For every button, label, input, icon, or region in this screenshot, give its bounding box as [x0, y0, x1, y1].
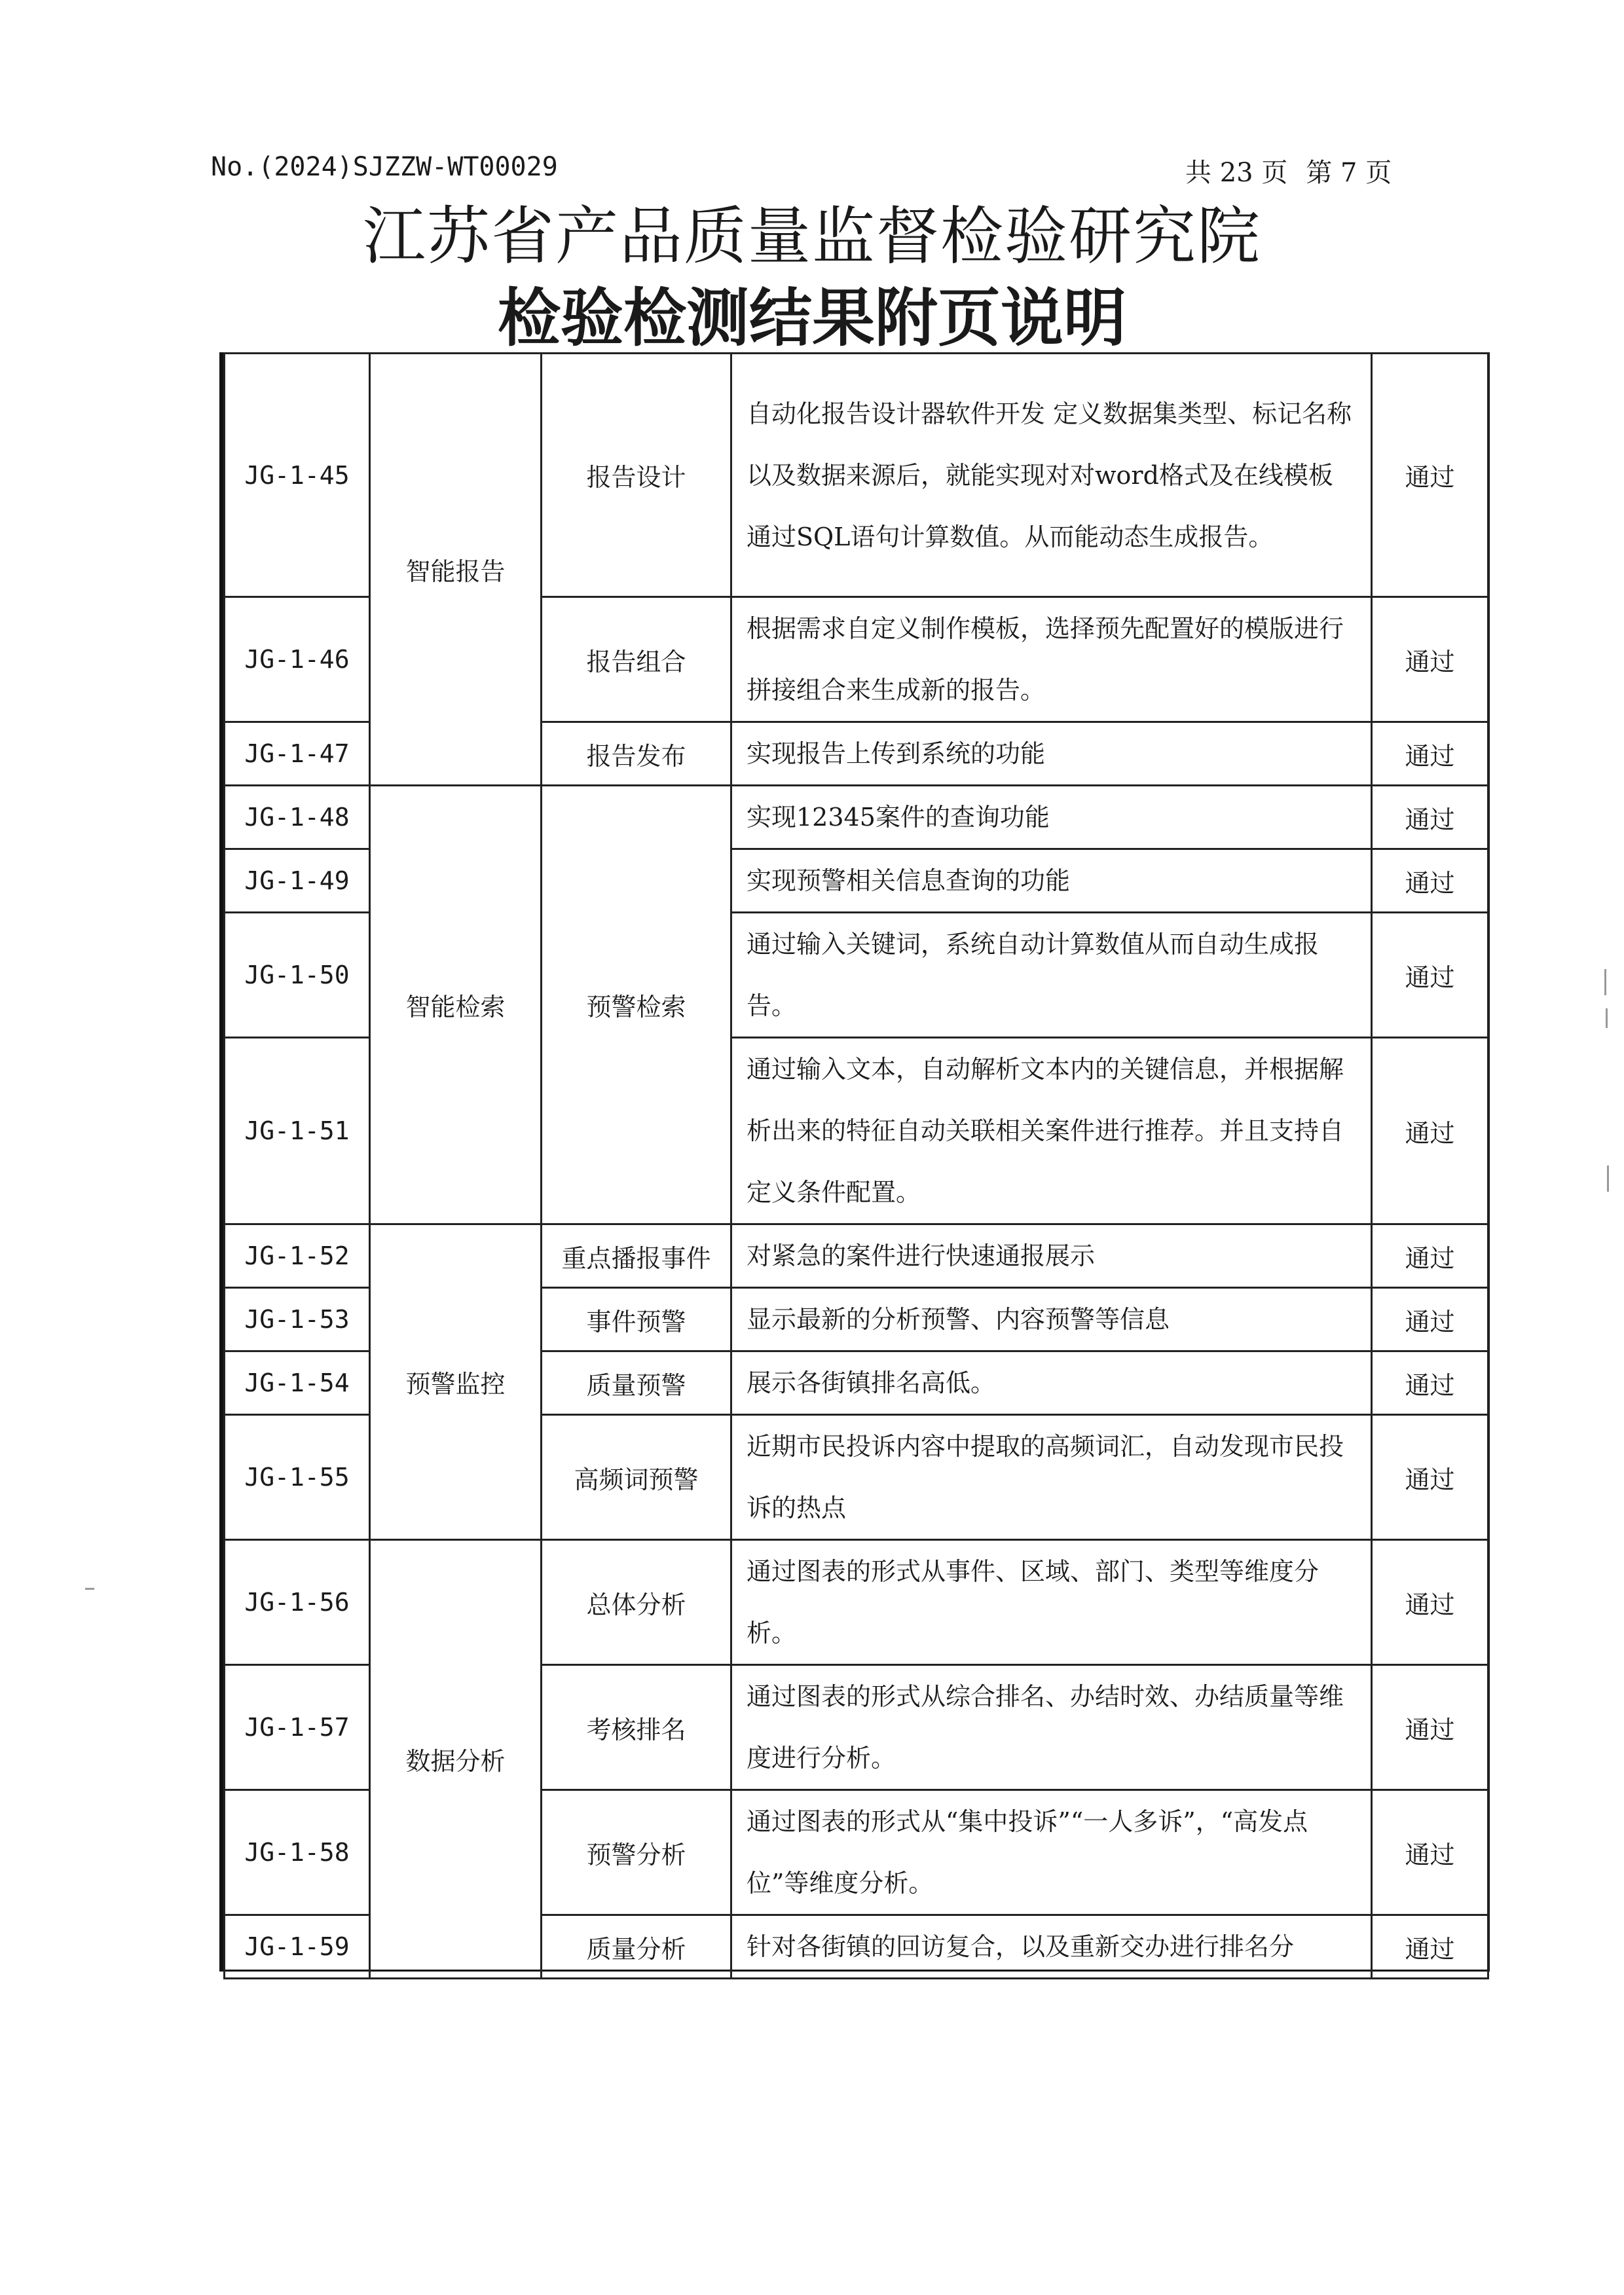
results-table [223, 352, 1489, 1979]
result-cell: 通过 [1372, 722, 1488, 786]
result-cell: 通过 [1372, 1415, 1488, 1540]
test-id-cell: JG-1-46 [225, 597, 370, 722]
function-cell: 报告组合 [542, 597, 731, 722]
table-row [225, 354, 1488, 597]
test-id-cell: JG-1-53 [225, 1288, 370, 1351]
test-id-cell: JG-1-52 [225, 1224, 370, 1288]
institute-title: 江苏省产品质量监督检验研究院 [363, 200, 1261, 273]
table-row [225, 1224, 1488, 1288]
description-cell: 近期市民投诉内容中提取的高频词汇，自动发现市民投诉的热点 [731, 1415, 1372, 1540]
description-cell: 通过输入文本，自动解析文本内的关键信息，并根据解析出来的特征自动关联相关案件进行推荐。并且支持自定义条件配置。 [731, 1038, 1372, 1224]
test-id-cell: JG-1-59 [225, 1915, 370, 1979]
result-cell: 通过 [1372, 1790, 1488, 1915]
description-cell: 实现12345案件的查询功能 [731, 786, 1372, 849]
function-cell: 质量分析 [542, 1915, 731, 1979]
test-id-cell: JG-1-48 [225, 786, 370, 849]
module-cell: 预警监控 [370, 1224, 542, 1540]
test-id-cell: JG-1-50 [225, 913, 370, 1038]
test-id-cell: JG-1-56 [225, 1540, 370, 1665]
function-cell: 报告发布 [542, 722, 731, 786]
description-cell: 显示最新的分析预警、内容预警等信息 [731, 1288, 1372, 1351]
description-cell: 自动化报告设计器软件开发 定义数据集类型、标记名称以及数据来源后，就能实现对对word格式及在线模板通过SQL语句计算数值。从而能动态生成报告。 [731, 354, 1372, 597]
function-cell: 考核排名 [542, 1665, 731, 1790]
function-cell: 报告设计 [542, 354, 731, 597]
description-cell: 通过图表的形式从“集中投诉”“一人多诉”，“高发点位”等维度分析。 [731, 1790, 1372, 1915]
description-cell: 实现预警相关信息查询的功能 [731, 849, 1372, 913]
description-cell: 通过图表的形式从事件、区域、部门、类型等维度分析。 [731, 1540, 1372, 1665]
page-total: 共 23 页 [1185, 158, 1288, 188]
result-cell: 通过 [1372, 1665, 1488, 1790]
document-subtitle: 检验检测结果附页说明 [498, 282, 1126, 355]
test-id-cell: JG-1-58 [225, 1790, 370, 1915]
function-cell: 高频词预警 [542, 1415, 731, 1540]
test-id-cell: JG-1-47 [225, 722, 370, 786]
result-cell: 通过 [1372, 1038, 1488, 1224]
result-cell: 通过 [1372, 1351, 1488, 1415]
function-cell: 质量预警 [542, 1351, 731, 1415]
result-cell: 通过 [1372, 786, 1488, 849]
function-cell: 重点播报事件 [542, 1224, 731, 1288]
module-cell: 智能检索 [370, 786, 542, 1224]
scan-artifact [1604, 969, 1606, 995]
description-cell: 针对各街镇的回访复合，以及重新交办进行排名分 [731, 1915, 1372, 1979]
test-id-cell: JG-1-55 [225, 1415, 370, 1540]
test-id-cell: JG-1-45 [225, 354, 370, 597]
result-cell: 通过 [1372, 1540, 1488, 1665]
test-id-cell: JG-1-54 [225, 1351, 370, 1415]
module-cell: 智能报告 [370, 354, 542, 786]
result-cell: 通过 [1372, 849, 1488, 913]
result-cell: 通过 [1372, 1224, 1488, 1288]
description-cell: 展示各街镇排名高低。 [731, 1351, 1372, 1415]
page-indicator [1185, 152, 1392, 189]
module-cell: 数据分析 [370, 1540, 542, 1979]
test-id-cell: JG-1-51 [225, 1038, 370, 1224]
table-row [225, 1540, 1488, 1665]
result-cell: 通过 [1372, 1915, 1488, 1979]
description-cell: 实现报告上传到系统的功能 [731, 722, 1372, 786]
function-cell: 预警检索 [542, 786, 731, 1224]
scan-artifact [1607, 1166, 1609, 1192]
report-number: No.(2024)SJZZW-WT00029 [211, 152, 558, 182]
table-row [225, 786, 1488, 849]
function-cell: 总体分析 [542, 1540, 731, 1665]
test-id-cell: JG-1-49 [225, 849, 370, 913]
description-cell: 通过输入关键词，系统自动计算数值从而自动生成报告。 [731, 913, 1372, 1038]
result-cell: 通过 [1372, 1288, 1488, 1351]
result-cell: 通过 [1372, 913, 1488, 1038]
description-cell: 对紧急的案件进行快速通报展示 [731, 1224, 1372, 1288]
description-cell: 根据需求自定义制作模板，选择预先配置好的模版进行拼接组合来生成新的报告。 [731, 597, 1372, 722]
scan-artifact [1606, 1008, 1608, 1028]
test-id-cell: JG-1-57 [225, 1665, 370, 1790]
function-cell: 预警分析 [542, 1790, 731, 1915]
results-table-frame [219, 352, 1490, 1972]
scan-artifact [85, 1588, 94, 1590]
result-cell: 通过 [1372, 354, 1488, 597]
page-current: 第 7 页 [1306, 158, 1392, 188]
function-cell: 事件预警 [542, 1288, 731, 1351]
result-cell: 通过 [1372, 597, 1488, 722]
description-cell: 通过图表的形式从综合排名、办结时效、办结质量等维度进行分析。 [731, 1665, 1372, 1790]
